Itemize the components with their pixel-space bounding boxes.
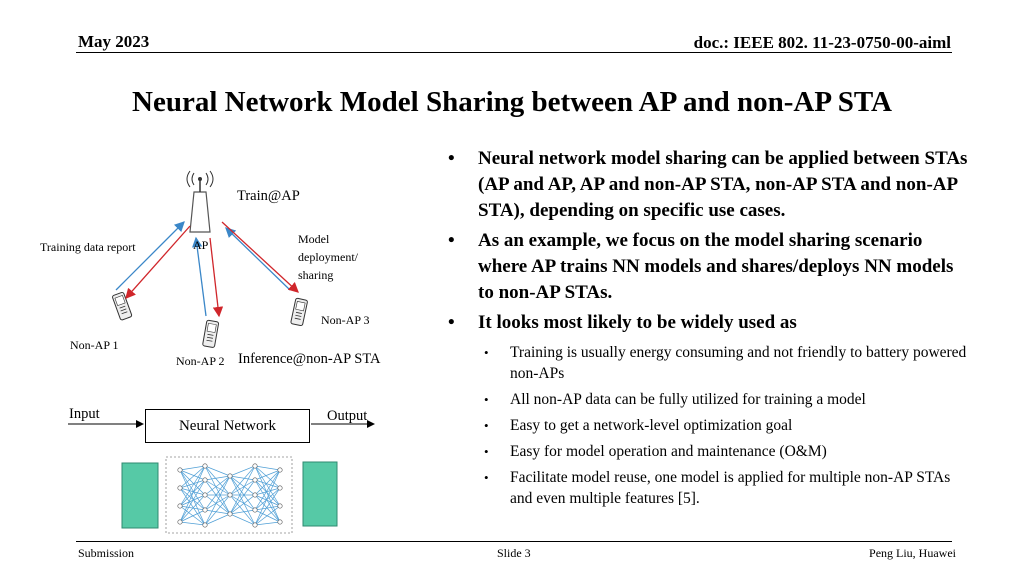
ap-label: AP: [193, 238, 209, 252]
network-node: [178, 486, 182, 490]
network-node: [178, 468, 182, 472]
network-edge: [205, 510, 230, 514]
footer-submission: Submission: [78, 546, 135, 560]
bullet-item: • It looks most likely to be widely used as: [448, 310, 968, 336]
input-layer-box: [122, 463, 158, 528]
network-node: [228, 493, 232, 497]
network-edge: [230, 466, 255, 476]
network-edge: [205, 514, 230, 525]
network-node: [228, 512, 232, 516]
header-date: May 2023: [78, 32, 150, 51]
non-ap-3-label: Non-AP 3: [321, 313, 370, 327]
network-node: [253, 523, 257, 527]
output-layer-box: [303, 462, 337, 526]
training-data-report-label: Training data report: [40, 240, 136, 254]
network-edge: [205, 476, 230, 525]
network-node: [253, 508, 257, 512]
inference-label: Inference@non-AP STA: [238, 351, 381, 367]
network-node: [278, 504, 282, 508]
network-edge: [230, 495, 255, 525]
network-node: [253, 464, 257, 468]
bullet-dot: •: [448, 230, 455, 251]
deploy-arrow-2: [210, 238, 219, 316]
network-node: [278, 486, 282, 490]
network-edge: [205, 476, 230, 480]
network-node: [253, 478, 257, 482]
network-node: [203, 508, 207, 512]
deploy-arrow-3: [222, 222, 298, 292]
bullet-dot: •: [484, 345, 489, 360]
bullet-dot: •: [484, 444, 489, 459]
footer-rule: [76, 541, 952, 542]
bullet-item: • Neural network model sharing can be applied between STAs (AP and AP, AP and non-AP STA, non-AP STA and non-AP STA), depending on specific use cases.: [448, 148, 968, 221]
bullet-dot: •: [484, 470, 489, 485]
network-edge: [205, 466, 230, 514]
network-edge: [230, 514, 255, 525]
network-edge: [205, 495, 230, 525]
footer-author: Peng Liu, Huawei: [869, 546, 956, 560]
sub-bullet-item: • Training is usually energy consuming and not friendly to battery powered non-APs: [484, 344, 967, 382]
non-ap-3-phone-icon: [291, 298, 308, 326]
network-edge: [230, 510, 255, 514]
sub-bullet-item: • All non-AP data can be fully utilized for training a model: [484, 391, 866, 408]
network-node: [178, 520, 182, 524]
network-edge: [230, 476, 255, 480]
network-node: [228, 474, 232, 478]
network-node: [278, 520, 282, 524]
footer-slide-number: Slide 3: [497, 546, 531, 560]
input-label: Input: [69, 406, 100, 422]
network-node: [203, 464, 207, 468]
sub-bullet-item: • Facilitate model reuse, one model is applied for multiple non-AP STAs and even multiple features [5].: [484, 469, 951, 507]
non-ap-1-phone-icon: [112, 292, 132, 321]
deploy-arrow-1: [126, 226, 190, 298]
bullet-item: • As an example, we focus on the model sharing scenario where AP trains NN models and shares/deploys NN models to non-AP STAs.: [448, 230, 954, 303]
model-deployment-label: Model deployment/ sharing: [298, 232, 358, 282]
sub-bullet-item: • Easy for model operation and maintenance (O&M): [484, 443, 827, 460]
access-point-icon: [187, 171, 213, 232]
header-doc-id: doc.: IEEE 802. 11-23-0750-00-aiml: [693, 33, 951, 52]
bullet-dot: •: [484, 392, 489, 407]
network-edge: [205, 466, 230, 476]
sub-bullet-item: • Easy to get a network-level optimization goal: [484, 417, 793, 434]
network-nodes: [178, 464, 282, 527]
network-node: [203, 478, 207, 482]
non-ap-1-label: Non-AP 1: [70, 338, 119, 352]
neural-network-box: Neural Network: [145, 409, 310, 443]
bullet-dot: •: [484, 418, 489, 433]
network-node: [253, 493, 257, 497]
non-ap-2-label: Non-AP 2: [176, 354, 225, 368]
training-report-arrow-3: [226, 228, 290, 290]
network-edge: [230, 476, 255, 525]
train-at-ap-label: Train@AP: [237, 188, 300, 204]
network-node: [203, 493, 207, 497]
output-label: Output: [327, 408, 368, 424]
network-edge: [230, 466, 255, 514]
non-ap-2-phone-icon: [202, 320, 218, 348]
bullet-dot: •: [448, 312, 455, 333]
network-node: [178, 504, 182, 508]
training-report-arrow-1: [116, 222, 184, 290]
network-node: [278, 468, 282, 472]
network-node: [203, 523, 207, 527]
bullet-dot: •: [448, 148, 455, 169]
slide-title: Neural Network Model Sharing between AP and non-AP STA: [132, 86, 892, 118]
